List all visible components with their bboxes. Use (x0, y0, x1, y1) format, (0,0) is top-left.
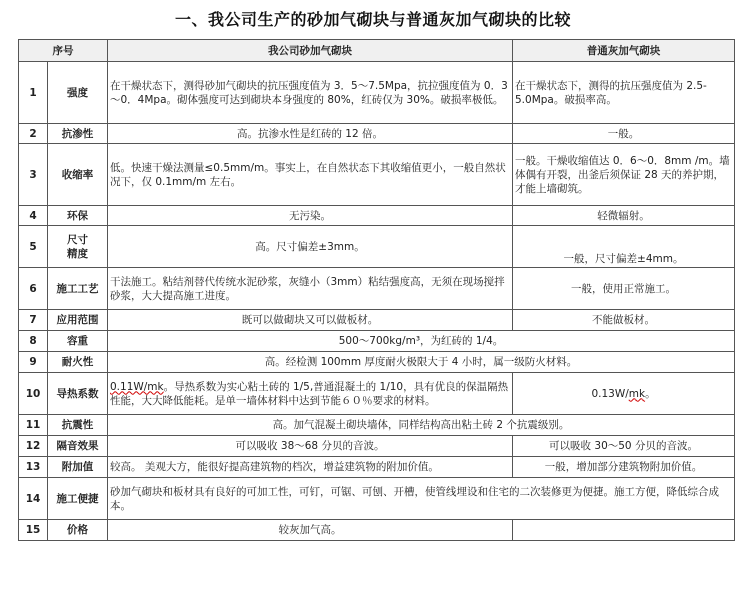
table-row (19, 62, 735, 124)
row-number: 5 (19, 226, 48, 268)
common-cell: 一般，增加部分建筑物附加价值。 (513, 457, 735, 478)
common-cell: 轻微辐射。 (513, 206, 735, 226)
table-row (19, 520, 735, 541)
common-cell (513, 373, 735, 415)
row-name: 附加值 (48, 457, 108, 478)
thermal-end: 。 (645, 387, 656, 400)
thermal-value: 0.11W/mk (110, 380, 164, 393)
common-cell: 一般，尺寸偏差±4mm。 (513, 226, 735, 268)
table-row (19, 331, 735, 352)
merged-cell: 500～700kg/m³，为红砖的 1/4。 (108, 331, 735, 352)
ours-cell: 较高。 美观大方，能很好提高建筑物的档次，增益建筑物的附加价值。 (108, 457, 513, 478)
row-name: 隔音效果 (48, 436, 108, 457)
thermal-value: 0.13W/ (591, 387, 629, 400)
row-name: 抗震性 (48, 415, 108, 436)
table-row (19, 436, 735, 457)
ours-cell: 无污染。 (108, 206, 513, 226)
common-cell (513, 520, 735, 541)
row-number: 1 (19, 62, 48, 124)
table-row (19, 478, 735, 520)
merged-cell: 高。经检测 100mm 厚度耐火极限大于 4 小时，属一级防火材料。 (108, 352, 735, 373)
comparison-table (18, 39, 735, 541)
merged-cell: 砂加气砌块和板材具有良好的可加工性，可钉，可锯、可刨、开槽，使管线埋设和住宅的二次装修更为便捷。施工方便，降低综合成本。 (108, 478, 735, 520)
row-number: 6 (19, 268, 48, 310)
row-number: 10 (19, 373, 48, 415)
table-row (19, 415, 735, 436)
row-name (48, 226, 108, 268)
row-number: 4 (19, 206, 48, 226)
ours-cell: 可以吸收 38～68 分贝的音波。 (108, 436, 513, 457)
ours-cell (108, 373, 513, 415)
row-number: 2 (19, 124, 48, 144)
table-row (19, 226, 735, 268)
header-index: 序号 (19, 40, 108, 62)
common-cell: 可以吸收 30～50 分贝的音波。 (513, 436, 735, 457)
row-name: 应用范围 (48, 310, 108, 331)
ours-cell: 在干燥状态下，测得砂加气砌块的抗压强度值为 3．5～7.5Mpa，抗拉强度值为 0．3～0．4Mpa。砌体强度可达到砌块本身强度的 80%，红砖仅为 30%。破损率极低。 (108, 62, 513, 124)
table-row (19, 206, 735, 226)
thermal-unit: mk (628, 387, 646, 400)
row-number: 9 (19, 352, 48, 373)
common-cell: 一般。干燥收缩值达 0．6～0．8mm /m。墙体偶有开裂，出釜后须保证 28 天的养护期，才能上墙砌筑。 (513, 144, 735, 206)
row-number: 15 (19, 520, 48, 541)
table-row (19, 268, 735, 310)
row-name: 强度 (48, 62, 108, 124)
ours-cell: 既可以做砌块又可以做板材。 (108, 310, 513, 331)
page-title: 一、我公司生产的砂加气砌块与普通灰加气砌块的比较 (174, 10, 571, 29)
ours-cell: 高。抗渗水性是红砖的 12 倍。 (108, 124, 513, 144)
row-name: 施工便捷 (48, 478, 108, 520)
row-name: 抗渗性 (48, 124, 108, 144)
row-number: 7 (19, 310, 48, 331)
row-name: 导热系数 (48, 373, 108, 415)
table-row (19, 310, 735, 331)
table-row (19, 352, 735, 373)
common-cell: 在干燥状态下，测得的抗压强度值为 2.5-5.0Mpa。破损率高。 (513, 62, 735, 124)
ours-cell: 高。尺寸偏差±3mm。 (108, 226, 513, 268)
table-row (19, 144, 735, 206)
row-number: 8 (19, 331, 48, 352)
thermal-description: 。导热系数为实心粘土砖的 1/5,普通混凝土的 1/10，具有优良的保温隔热性能，大大降低能耗。是单一墙体材料中达到节能６０％要求的材料。 (110, 380, 509, 407)
row-name: 耐火性 (48, 352, 108, 373)
row-number: 14 (19, 478, 48, 520)
row-name: 环保 (48, 206, 108, 226)
ours-cell: 低。快速干燥法测量≤0.5mm/m。事实上，在自然状态下其收缩值更小，一般自然状况下，仅 0.1mm/m 左右。 (108, 144, 513, 206)
common-cell: 不能做板材。 (513, 310, 735, 331)
common-cell: 一般，使用正常施工。 (513, 268, 735, 310)
row-name: 收缩率 (48, 144, 108, 206)
row-name: 容重 (48, 331, 108, 352)
row-number: 3 (19, 144, 48, 206)
header-ours: 我公司砂加气砌块 (108, 40, 513, 62)
table-row (19, 124, 735, 144)
row-name: 价格 (48, 520, 108, 541)
row-number: 12 (19, 436, 48, 457)
ours-cell: 较灰加气高。 (108, 520, 513, 541)
common-cell: 一般。 (513, 124, 735, 144)
table-header-row (19, 40, 735, 62)
row-name-line: 尺寸 (67, 233, 88, 246)
merged-cell: 高。加气混凝土砌块墙体，同样结构高出粘土砖 2 个抗震级别。 (108, 415, 735, 436)
header-common: 普通灰加气砌块 (513, 40, 735, 62)
row-number: 11 (19, 415, 48, 436)
row-number: 13 (19, 457, 48, 478)
row-name: 施工工艺 (48, 268, 108, 310)
ours-cell: 干法施工。粘结剂替代传统水泥砂浆，灰缝小（3mm）粘结强度高，无须在现场搅拌砂浆，大大提高施工进度。 (108, 268, 513, 310)
table-row (19, 373, 735, 415)
row-name-line: 精度 (67, 247, 88, 260)
table-row (19, 457, 735, 478)
